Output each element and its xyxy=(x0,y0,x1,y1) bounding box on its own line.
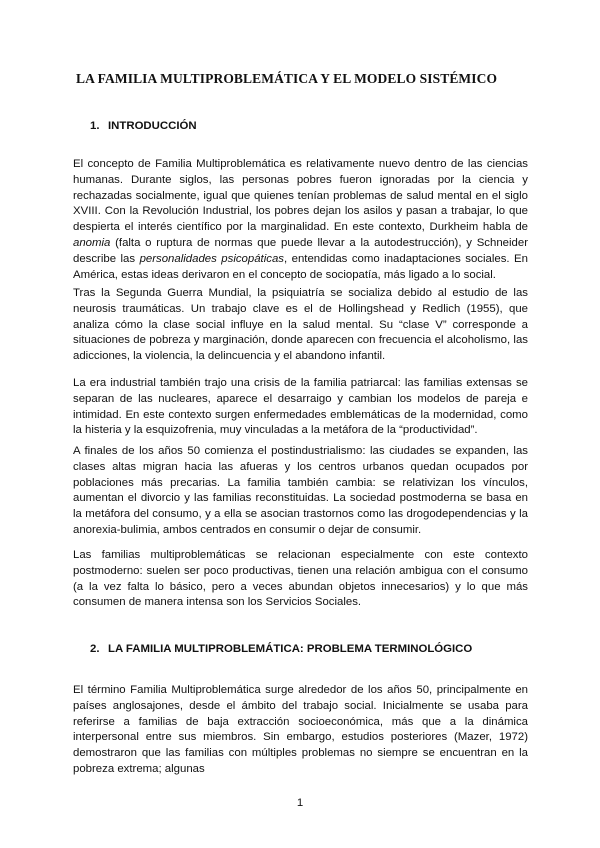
section-2-paragraph-1: El término Familia Multiproblemática surge alrededor de los años 50, principalmente en países anglosajones, desde el ámbito del trabajo social. Inicialmente se usaba para referirse a familias de baja extracción socioeconómica, más que a la dinámica interpersonal entre sus miembros. Sin embargo, estudios posteriores (Mazer, 1972) demostraron que las familias con múltiples problemas no siempre se encuentran en la pobreza extrema; algunas xyxy=(73,684,528,775)
paragraph-text: El concepto de Familia Multiproblemática es relativamente nuevo dentro de las ciencias humanas. Durante siglos, las personas pobres fueron ignoradas por la ciencia y rechazadas socialmente, igual que quienes tenían problemas de salud mental en el siglo XVIII. Con la Revolución Industrial, los pobres dejan los asilos y pasan a trabajar, lo que despierta el interés científico por la marginalidad. En este contexto, Durkheim habla de xyxy=(73,158,528,234)
section-1-paragraph-4: A finales de los años 50 comienza el postindustrialismo: las ciudades se expanden, las clases altas migran hacia las afueras y los centros urbanos quedan ocupados por poblaciones más precarias. La familia también cambia: se relativizan los vínculos, aumentan el divorcio y las familias reconstituidas. La sociedad postmoderna se basa en la metáfora del consumo, y a ella se asocian trastornos como las drogodependencias y la anorexia-bulimia, ambos centrados en consumir o dejar de consumir. xyxy=(73,445,528,536)
section-1-number: 1. xyxy=(90,120,100,132)
term-personalidades-psicopaticas: personalidades psicopáticas xyxy=(139,252,284,265)
paragraph-text: , entendidas como inadaptaciones sociales. En América, estas ideas derivaron en el concepto de sociopatía, más ligado a lo social. xyxy=(73,252,528,281)
section-1-paragraph-3: La era industrial también trajo una crisis de la familia patriarcal: las familias extensas se separan de las nucleares, aparece el desarraigo y cambian los modelos de pareja e intimidad. En este contexto surgen enfermedades emblemáticas de la modernidad, como la histeria y la esquizofrenia, muy vinculadas a la metáfora de la “productividad”. xyxy=(73,377,528,437)
section-1-paragraph-1 xyxy=(73,157,528,283)
section-2-number: 2. xyxy=(90,643,100,655)
section-2-heading xyxy=(90,643,472,655)
section-1-title: INTRODUCCIÓN xyxy=(108,120,197,132)
section-1-paragraph-2: Tras la Segunda Guerra Mundial, la psiquiatría se socializa debido al estudio de las neurosis traumáticas. Un trabajo clave es el de Hollingshead y Redlich (1955), que analiza cómo la clase social influye en la salud mental. Su “clase V” corresponde a situaciones de pobreza y marginación, donde aparecen con frecuencia el alcoholismo, las adicciones, la violencia, la delincuencia y el abandono infantil. xyxy=(73,287,528,363)
document-title: LA FAMILIA MULTIPROBLEMÁTICA Y EL MODELO SISTÉMICO xyxy=(76,71,498,86)
page-number: 1 xyxy=(296,797,304,809)
term-anomia: anomia xyxy=(73,236,111,249)
section-1-paragraph-5: Las familias multiproblemáticas se relacionan especialmente con este contexto postmoderno: suelen ser poco productivas, tienen una relación ambigua con el consumo (a la vez falta lo básico, pero a veces abundan objetos innecesarios) y lo que más consumen de manera intensa son los Servicios Sociales. xyxy=(73,549,528,609)
paragraph-text: (falta o ruptura de normas que puede llevar a la autodestrucción), y Schneider describe las xyxy=(73,236,528,265)
section-1-heading xyxy=(90,120,197,132)
section-2-title: LA FAMILIA MULTIPROBLEMÁTICA: PROBLEMA TERMINOLÓGICO xyxy=(108,643,473,655)
